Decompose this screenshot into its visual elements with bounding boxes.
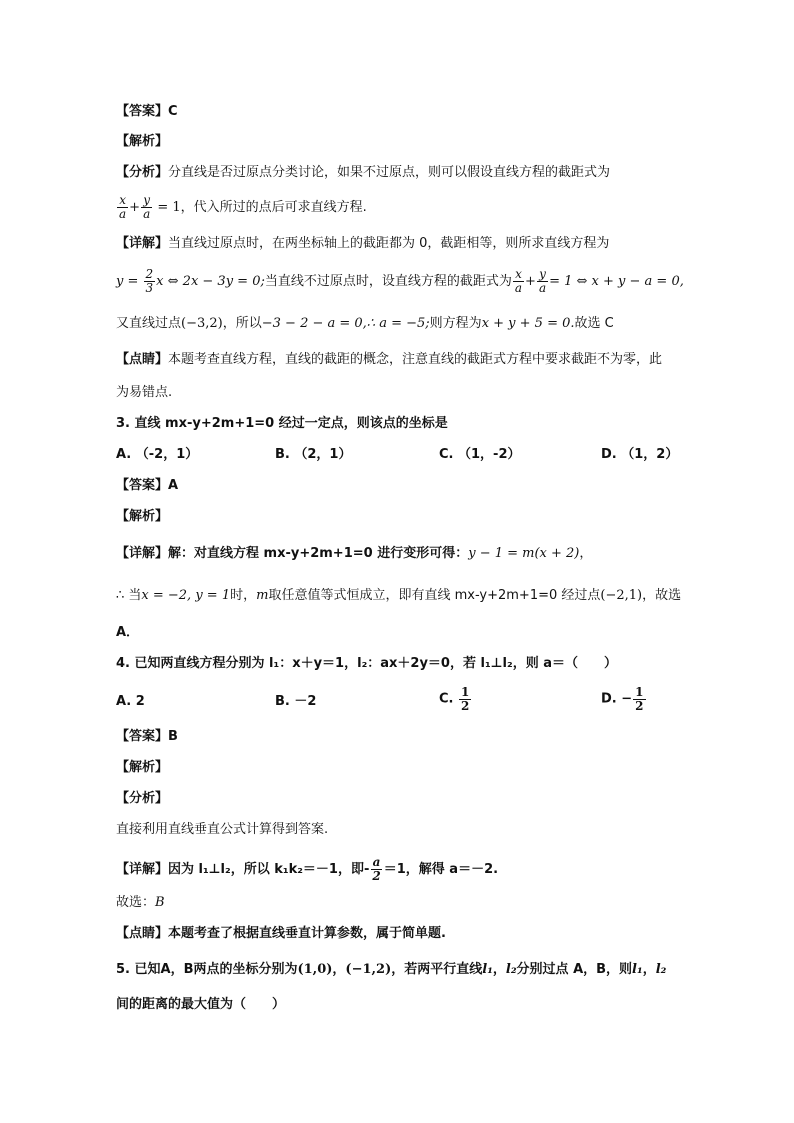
point-1-0: (1,0) xyxy=(297,962,333,977)
fenxi-text: 分直线是否过原点分类讨论，如果不过原点，则可以假设直线方程的截距式为 xyxy=(168,165,611,180)
q3-option-d: D. （1，2） xyxy=(601,447,679,462)
fenxi-tag: 【分析】 xyxy=(116,165,169,180)
q4-stem: 4. 已知两直线方程分别为 l₁：x＋y＝1，l₂：ax＋2y＝0，若 l₁⊥l₂，则 a＝（ ） xyxy=(116,656,617,671)
q2-equation-line: y = $\frac{2}{3}$ x ⇔ 2x − 3y = 0;当直线不过原点时，设直线方程的截距式为 $\frac{x}{a}$ + $\frac{y}{a}$ = 1 ⇔ x + y − a = 0, xyxy=(116,267,684,295)
q2-analysis-head: 【解析】 xyxy=(116,134,169,149)
dianjing-tag: 【点睛】 xyxy=(116,352,169,367)
eq-a: 2x − 3y = 0; xyxy=(182,274,265,289)
point-minus3-2: (−3,2) xyxy=(181,316,223,331)
q2-dianjing xyxy=(116,351,662,369)
q4-choose: 故选：B xyxy=(116,895,165,910)
q4-option-b: B. －2 xyxy=(275,694,317,709)
q4-option-a: A. 2 xyxy=(116,694,145,709)
fraction-x-over-a-2: $\frac{x}{a}$ xyxy=(514,267,523,295)
q3-line2: ∴ 当x = −2, y = 1时，m取任意值等式恒成立，即有直线 mx-y+2m+1=0 经过点(−2,1)，故选 xyxy=(116,588,682,603)
q2-fenxi xyxy=(116,164,610,182)
q2-dianjing-cont: 为易错点. xyxy=(116,385,173,400)
fenxi-tail: ，代入所过的点后可求直线方程. xyxy=(180,200,367,215)
fraction-1-over-2: $\frac{1}{2}$ xyxy=(461,685,470,713)
q5-line2: 间的距离的最大值为（ ） xyxy=(116,997,286,1012)
fraction-y-over-a-2: $\frac{y}{a}$ xyxy=(538,267,547,295)
q3-analysis-head: 【解析】 xyxy=(116,509,169,524)
q4-option-c: C. $\frac{1}{2}$ xyxy=(439,685,470,713)
fraction-neg-1-over-2: $\frac{1}{2}$ xyxy=(635,685,644,713)
q3-option-b: B. （2，1） xyxy=(275,447,352,462)
q3-detail: 【详解】解：对直线方程 mx-y+2m+1=0 进行变形可得：y − 1 = m(x + 2)， xyxy=(116,546,593,561)
fraction-a-over-2: $\frac{a}{2}$ xyxy=(372,855,381,883)
q2-xiangjie xyxy=(116,235,609,253)
q4-analysis-head: 【解析】 xyxy=(116,760,169,775)
q3-line3: A． xyxy=(116,625,140,640)
q3-option-c: C. （1，-2） xyxy=(439,447,521,462)
q3-detail-eq: y − 1 = m(x + 2) xyxy=(468,546,580,561)
dianjing-text: 本题考查直线方程，直线的截距的概念，注意直线的截距式方程中要求截距不为零，此 xyxy=(168,352,663,367)
xiangjie-tag: 【详解】 xyxy=(116,236,169,251)
q4-answer: 【答案】B xyxy=(116,729,178,744)
q3-answer: 【答案】A xyxy=(116,478,179,493)
q2-line3: 又直线过点(−3,2)，所以−3 − 2 − a = 0,∴ a = −5;则方程为x + y + 5 = 0.故选 C xyxy=(116,316,614,331)
eq-d: x + y + 5 = 0. xyxy=(481,316,575,331)
q4-fenxi: 【分析】 xyxy=(116,791,169,806)
mid-text: 当直线不过原点时，设直线方程的截距式为 xyxy=(264,274,512,289)
q3-option-a: A. （-2，1） xyxy=(116,447,199,462)
q3-stem: 3. 直线 mx-y+2m+1=0 经过一定点，则该点的坐标是 xyxy=(116,416,448,431)
xiangjie-text: 当直线过原点时，在两坐标轴上的截距都为 0，截距相等，则所求直线方程为 xyxy=(168,236,610,251)
q4-option-d: D. − $\frac{1}{2}$ xyxy=(601,685,644,713)
point-minus2-1: (−2,1) xyxy=(600,588,643,603)
q4-dianjing: 【点睛】本题考查了根据直线垂直计算参数，属于简单题. xyxy=(116,926,446,941)
q4-fenxi-text: 直接利用直线垂直公式计算得到答案. xyxy=(116,822,329,837)
q2-answer: 【答案】C xyxy=(116,104,178,119)
q2-fenxi-formula: $\frac{x}{a}$ + $\frac{y}{a}$ = 1，代入所过的点后可求直线方程. xyxy=(119,193,367,221)
fraction-y-over-a: $\frac{y}{a}$ xyxy=(143,193,151,221)
q4-detail: 【详解】因为 l₁⊥l₂，所以 k₁k₂＝－1，即- $\frac{a}{2}$ ＝1，解得 a＝－2. xyxy=(116,855,499,883)
fraction-x-over-a: $\frac{x}{a}$ xyxy=(119,193,127,221)
point-minus1-2: (−1,2) xyxy=(345,962,392,977)
eq-b: = 1 ⇔ x + y − a = 0, xyxy=(549,274,684,289)
q5-stem: 5. 已知A，B两点的坐标分别为(1,0)，(−1,2)，若两平行直线l₁，l₂分别过点 A，B，则l₁，l₂ xyxy=(116,962,667,977)
eq-c: −3 − 2 − a = 0,∴ a = −5; xyxy=(261,316,430,331)
fraction-2-over-3: $\frac{2}{3}$ xyxy=(145,267,154,295)
